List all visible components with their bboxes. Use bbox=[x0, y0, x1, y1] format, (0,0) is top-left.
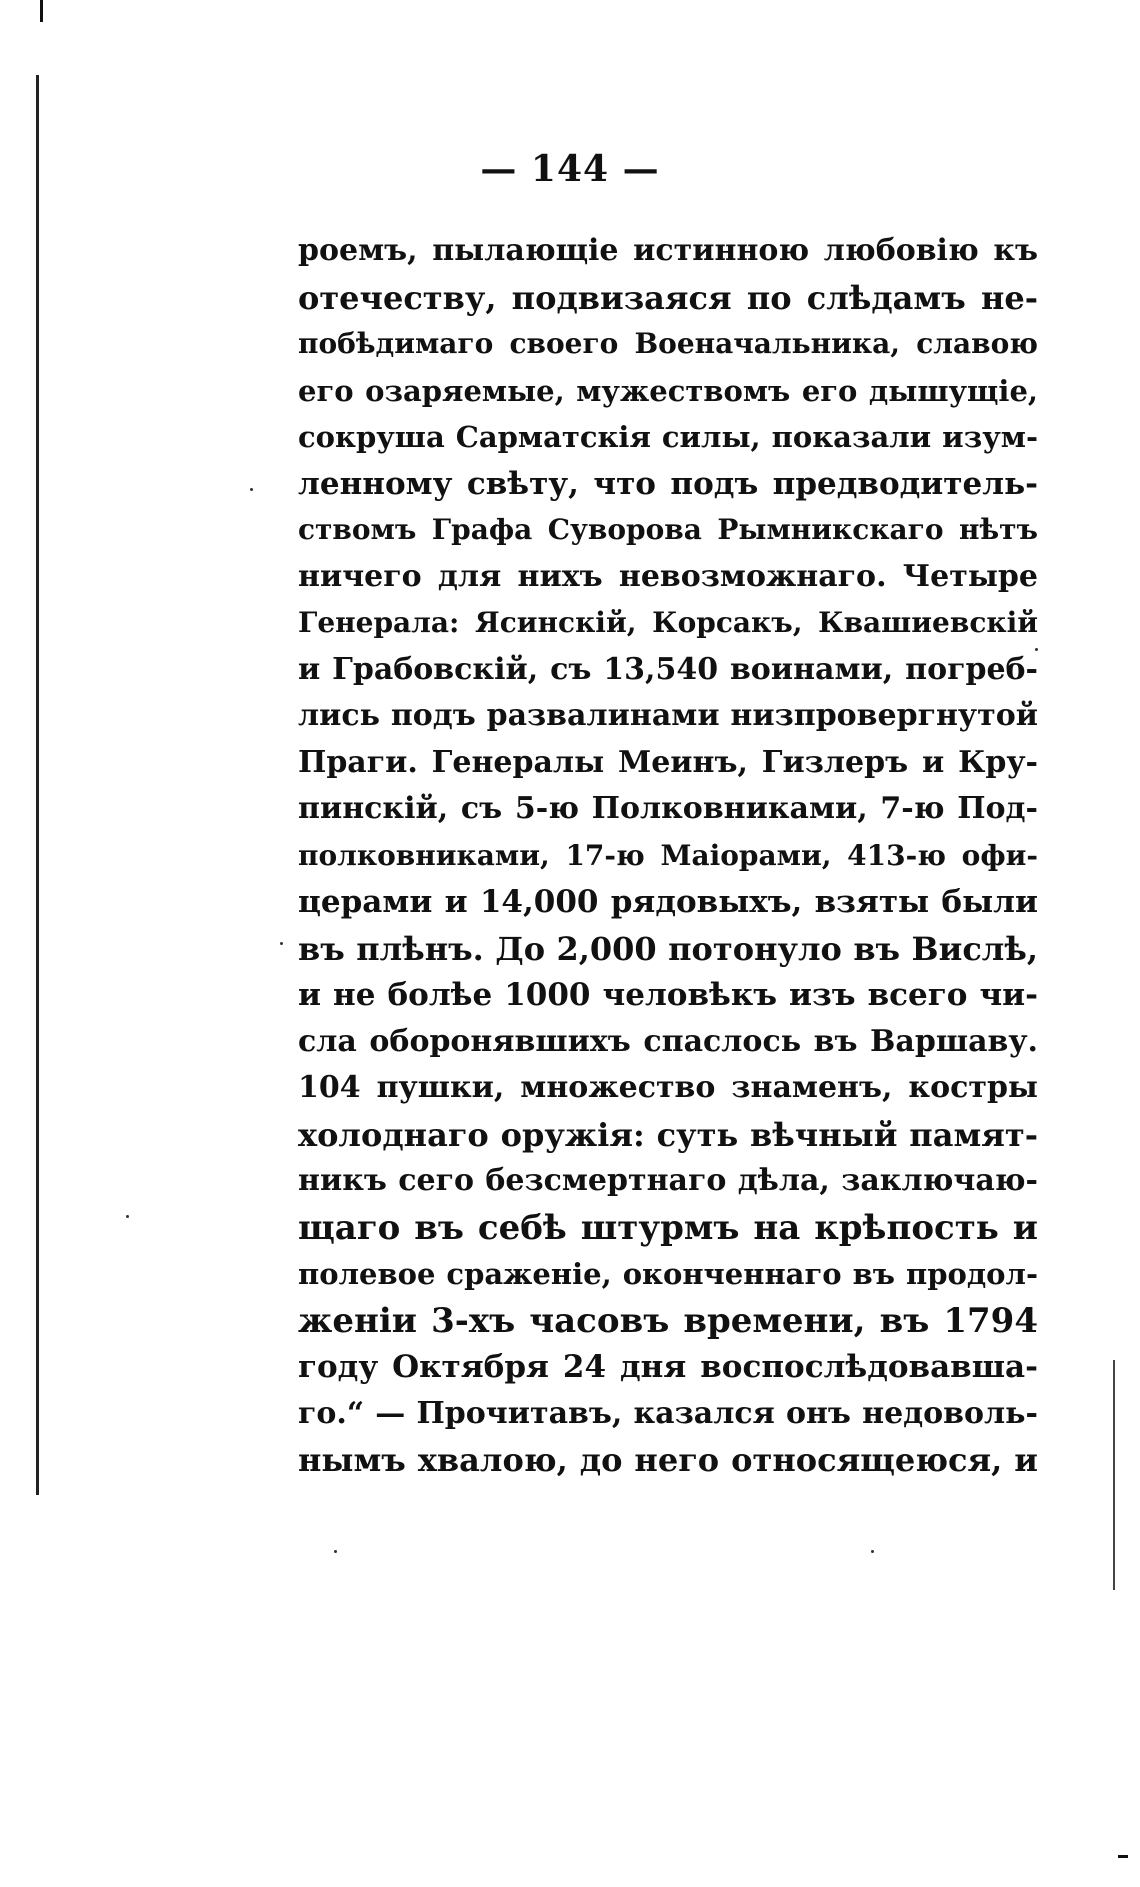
text-line: году Октября 24 дня воспослѣдовавша- bbox=[298, 1349, 1038, 1385]
text-line: полковниками, 17-ю Маіорами, 413-ю офи- bbox=[298, 838, 1038, 872]
text-line: ствомъ Графа Суворова Рымникскаго нѣтъ bbox=[298, 513, 1038, 546]
scan-speck bbox=[334, 1550, 337, 1553]
scan-edge-mark-bottom-right bbox=[1118, 1855, 1128, 1858]
text-line: нымъ хвалою, до него относящеюся, и bbox=[298, 1441, 1038, 1479]
text-line: щаго въ себѣ штурмъ на крѣпость и bbox=[298, 1207, 1038, 1248]
text-line: Праги. Генералы Меинъ, Гизлеръ и Кру- bbox=[298, 744, 1038, 780]
text-line: его озаряемые, мужествомъ его дышущіе, bbox=[298, 373, 1038, 408]
text-line: ничего для нихъ невозможнаго. Четыре bbox=[298, 558, 1038, 594]
text-line: женіи 3-хъ часовъ времени, въ 1794 bbox=[298, 1300, 1038, 1341]
text-line: побѣдимаго своего Военачальника, славою bbox=[298, 327, 1038, 360]
scan-speck bbox=[280, 942, 283, 945]
scan-edge-mark-top-left bbox=[40, 0, 43, 22]
scan-edge-mark-right bbox=[1113, 1360, 1115, 1590]
text-line: сла оборонявшихъ спаслось въ Варшаву. bbox=[298, 1023, 1038, 1059]
text-line: въ плѣнъ. До 2,000 потонуло въ Вислѣ, bbox=[298, 929, 1038, 968]
scan-speck bbox=[126, 1215, 129, 1218]
text-line: пинскій, съ 5-ю Полковниками, 7-ю Под- bbox=[298, 791, 1038, 826]
scan-speck bbox=[250, 488, 253, 491]
text-line: роемъ, пылающіе истинною любовію къ bbox=[298, 233, 1038, 268]
text-line: и не болѣе 1000 человѣкъ изъ всего чи- bbox=[298, 977, 1038, 1013]
page-number: — 144 — bbox=[480, 148, 660, 190]
text-line: и Грабовскій, съ 13,540 воинами, погреб- bbox=[298, 651, 1038, 687]
scan-speck bbox=[871, 1550, 874, 1553]
text-line: ленному свѣту, что подъ предводитель- bbox=[298, 465, 1038, 502]
scan-edge-mark-left bbox=[36, 75, 39, 1495]
text-line: 104 пушки, множество знаменъ, костры bbox=[298, 1070, 1038, 1105]
text-line: никъ сего безсмертнаго дѣла, заключаю- bbox=[298, 1163, 1038, 1198]
body-text bbox=[298, 228, 1038, 1484]
text-line: Генерала: Ясинскій, Корсакъ, Квашиевскій bbox=[298, 606, 1038, 639]
text-line: полевое сраженіе, оконченнаго въ продол- bbox=[298, 1257, 1038, 1291]
text-line: холоднаго оружія: суть вѣчный памят- bbox=[298, 1115, 1038, 1154]
text-line: сокруша Сарматскія силы, показали изум- bbox=[298, 420, 1038, 454]
text-line: церами и 14,000 рядовыхъ, взяты были bbox=[298, 884, 1038, 920]
text-line: лись подъ развалинами низпровергнутой bbox=[298, 698, 1038, 733]
text-line: го.“ — Прочитавъ, казался онъ недоволь- bbox=[298, 1395, 1038, 1431]
text-line: отечеству, подвизаяся по слѣдамъ не- bbox=[298, 278, 1038, 317]
